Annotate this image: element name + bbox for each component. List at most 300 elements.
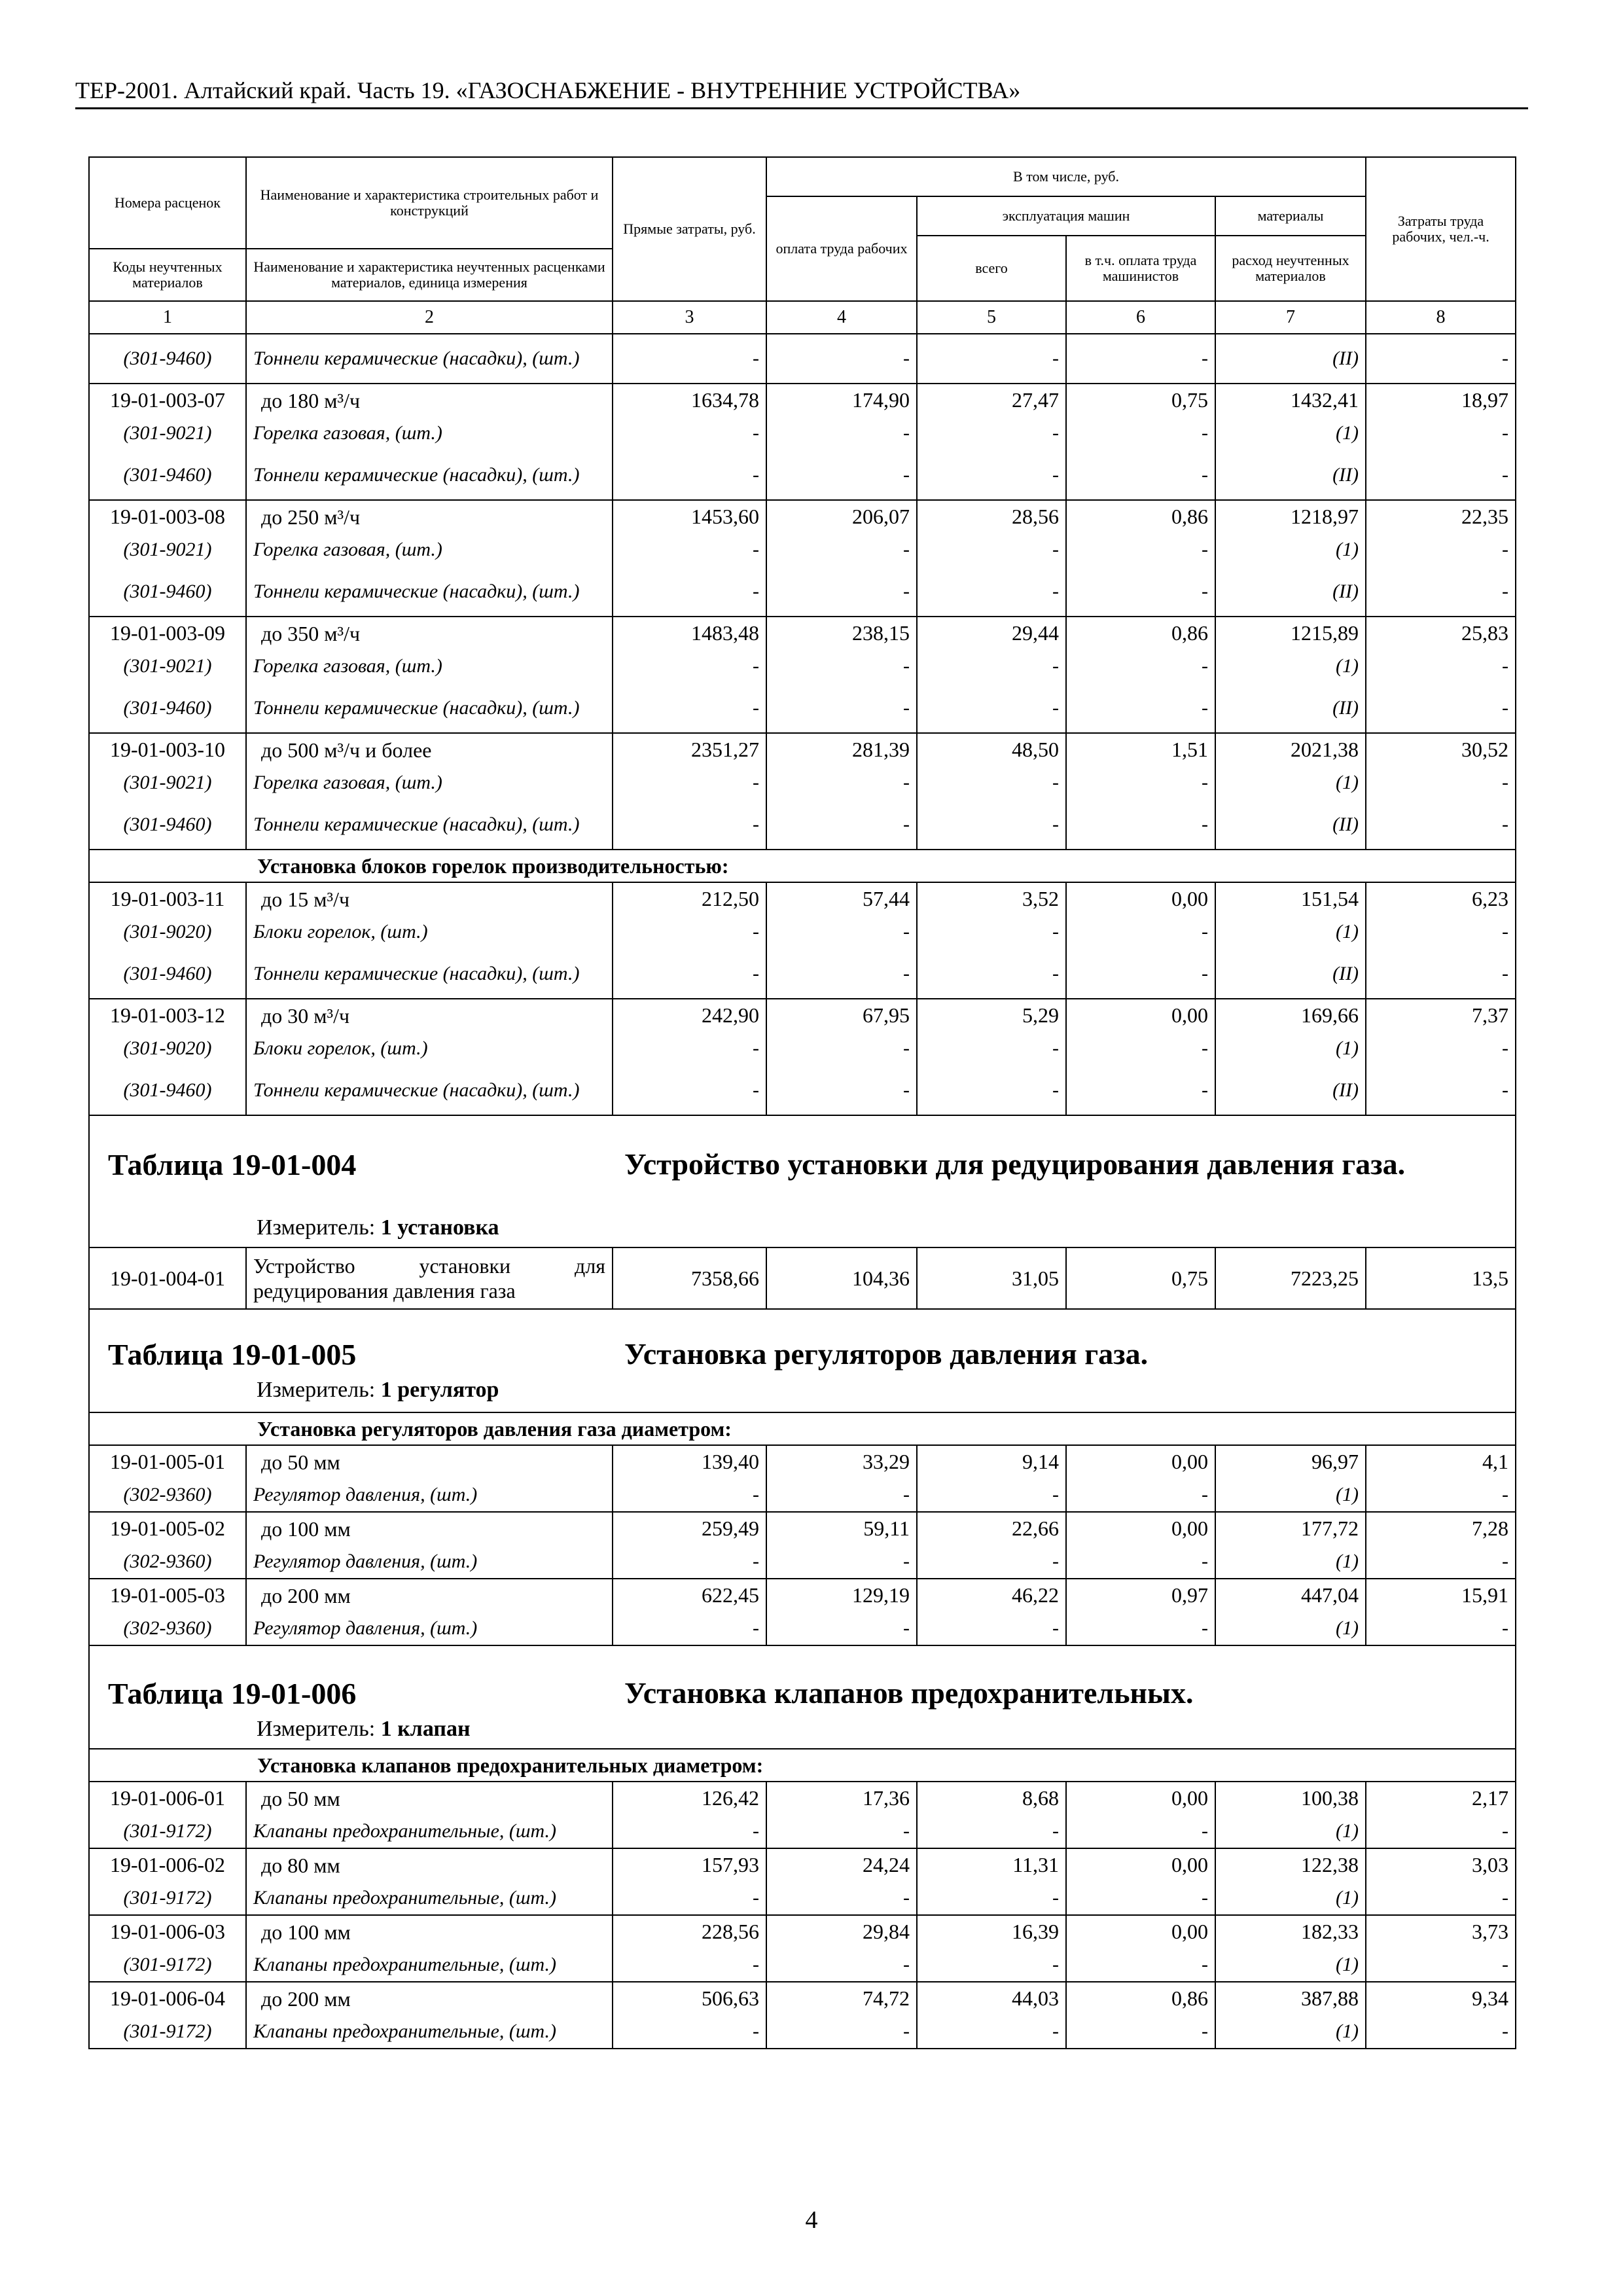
material-row: [89, 766, 1516, 800]
material-row: [89, 915, 1516, 949]
dash-cell: -: [917, 1611, 1066, 1645]
value-cell: 2,17: [1366, 1782, 1516, 1814]
value-cell: 228,56: [613, 1915, 766, 1948]
material-qty: (1): [1215, 766, 1366, 800]
table-row: [89, 1512, 1516, 1545]
table-row: [89, 733, 1516, 766]
value-cell: 506,63: [613, 1982, 766, 2015]
dash-cell: -: [917, 1814, 1066, 1848]
dash-cell: -: [613, 334, 766, 384]
table-number: Таблица 19-01-004: [108, 1148, 357, 1181]
value-cell: 22,35: [1366, 500, 1516, 533]
material-qty: (1): [1215, 1814, 1366, 1848]
material-code: (302-9360): [89, 1611, 246, 1645]
dash-cell: -: [1066, 915, 1215, 949]
dash-cell: -: [1066, 334, 1215, 384]
measure-label: Измеритель:: [257, 1215, 376, 1240]
page-number: 4: [805, 2206, 818, 2234]
table-heading-row: [89, 1645, 1516, 1749]
material-code: (301-9172): [89, 2015, 246, 2049]
material-qty: (1): [1215, 416, 1366, 450]
value-cell: 27,47: [917, 384, 1066, 416]
value-cell: 3,03: [1366, 1848, 1516, 1881]
material-row: [89, 949, 1516, 999]
table-measure: [257, 1717, 471, 1742]
name-text: Клапаны предохранительные, (шт.): [253, 1820, 557, 1842]
material-row: [89, 1066, 1516, 1115]
name-text: Тоннели керамические (насадки), (шт.): [253, 348, 580, 369]
col-header-7: расход неучтенных материалов: [1215, 236, 1366, 301]
dash-cell: -: [613, 1545, 766, 1579]
table-measure: [257, 1378, 499, 1403]
value-cell: 3,73: [1366, 1915, 1516, 1948]
dash-cell: -: [613, 1814, 766, 1848]
dash-cell: -: [613, 2015, 766, 2049]
dash-cell: -: [1066, 416, 1215, 450]
value-cell: 1483,48: [613, 617, 766, 649]
material-row: [89, 1611, 1516, 1645]
column-number: 4: [766, 301, 917, 334]
material-qty: (II): [1215, 450, 1366, 500]
material-name: [246, 1545, 613, 1579]
dash-cell: -: [613, 1611, 766, 1645]
dash-cell: -: [1066, 1031, 1215, 1066]
dash-cell: -: [1066, 450, 1215, 500]
material-row: [89, 2015, 1516, 2049]
col-header-2b: Наименование и характеристика неучтенных расценками материалов, единица измерения: [246, 249, 613, 301]
name-text: до 15 м³/ч: [261, 887, 350, 911]
material-row: [89, 1478, 1516, 1512]
name-text: Тоннели керамические (насадки), (шт.): [253, 463, 580, 486]
material-row: [89, 1545, 1516, 1579]
value-cell: 174,90: [766, 384, 917, 416]
dash-cell: -: [766, 1611, 917, 1645]
dash-cell: -: [917, 1478, 1066, 1512]
dash-cell: -: [1066, 683, 1215, 733]
table-title: Установка регуляторов давления газа.: [624, 1337, 1149, 1371]
name-text: Горелка газовая, (шт.): [253, 655, 442, 677]
dash-cell: -: [1366, 416, 1516, 450]
table-title: Установка клапанов предохранительных.: [624, 1676, 1194, 1710]
value-cell: 0,86: [1066, 1982, 1215, 2015]
dash-cell: -: [613, 1948, 766, 1982]
material-code: (301-9460): [89, 1066, 246, 1115]
material-name: [246, 567, 613, 617]
value-cell: 25,83: [1366, 617, 1516, 649]
rate-code: 19-01-004-01: [89, 1247, 246, 1309]
material-qty: (1): [1215, 1545, 1366, 1579]
table-row: [89, 1247, 1516, 1309]
rate-code: 19-01-006-04: [89, 1982, 246, 2015]
dash-cell: -: [1066, 1814, 1215, 1848]
material-qty: (1): [1215, 1031, 1366, 1066]
name-text: до 200 мм: [261, 1583, 351, 1607]
value-cell: 387,88: [1215, 1982, 1366, 2015]
dash-cell: -: [1366, 800, 1516, 850]
dash-cell: -: [917, 334, 1066, 384]
value-cell: 242,90: [613, 999, 766, 1031]
material-code: (301-9460): [89, 800, 246, 850]
value-cell: 22,66: [917, 1512, 1066, 1545]
material-code: (301-9020): [89, 915, 246, 949]
name-text: до 350 м³/ч: [261, 621, 361, 645]
value-cell: 2021,38: [1215, 733, 1366, 766]
name-text: Клапаны предохранительные, (шт.): [253, 2020, 557, 2042]
column-number: 7: [1215, 301, 1366, 334]
dash-cell: -: [766, 334, 917, 384]
dash-cell: -: [1066, 649, 1215, 683]
material-qty: (II): [1215, 334, 1366, 384]
value-cell: 169,66: [1215, 999, 1366, 1031]
material-name: [246, 649, 613, 683]
material-qty: (1): [1215, 533, 1366, 567]
dash-cell: -: [1066, 1611, 1215, 1645]
value-cell: 139,40: [613, 1445, 766, 1478]
value-cell: 0,00: [1066, 1445, 1215, 1478]
dash-cell: -: [1366, 533, 1516, 567]
value-cell: 212,50: [613, 882, 766, 915]
value-cell: 0,75: [1066, 384, 1215, 416]
dash-cell: -: [1366, 683, 1516, 733]
value-cell: 15,91: [1366, 1579, 1516, 1611]
value-cell: 24,24: [766, 1848, 917, 1881]
measure-label: Измеритель:: [257, 1717, 376, 1741]
material-qty: (II): [1215, 1066, 1366, 1115]
rate-name: [246, 617, 613, 649]
table-measure: [257, 1215, 499, 1240]
value-cell: 30,52: [1366, 733, 1516, 766]
dash-cell: -: [917, 1545, 1066, 1579]
dash-cell: -: [613, 533, 766, 567]
material-name: [246, 683, 613, 733]
dash-cell: -: [1066, 949, 1215, 999]
measure-label: Измеритель:: [257, 1378, 376, 1402]
value-cell: 177,72: [1215, 1512, 1366, 1545]
table-row: [89, 999, 1516, 1031]
dash-cell: -: [613, 567, 766, 617]
measure-value: 1 установка: [380, 1215, 499, 1240]
rate-name: [246, 733, 613, 766]
dash-cell: -: [613, 1066, 766, 1115]
value-cell: 126,42: [613, 1782, 766, 1814]
value-cell: 13,5: [1366, 1247, 1516, 1309]
rate-code: 19-01-003-07: [89, 384, 246, 416]
dash-cell: -: [1066, 533, 1215, 567]
section-row: [89, 850, 1516, 882]
rate-name: [246, 1848, 613, 1881]
material-row: [89, 1881, 1516, 1915]
table-heading-cell: [89, 1645, 1516, 1749]
dash-cell: -: [1366, 1545, 1516, 1579]
value-cell: 122,38: [1215, 1848, 1366, 1881]
measure-value: 1 клапан: [380, 1717, 471, 1741]
material-name: [246, 1948, 613, 1982]
value-cell: 0,86: [1066, 617, 1215, 649]
rate-name: [246, 1579, 613, 1611]
dash-cell: -: [1066, 2015, 1215, 2049]
material-row: [89, 416, 1516, 450]
table-row: [89, 1782, 1516, 1814]
table-heading-cell: [89, 1115, 1516, 1247]
dash-cell: -: [766, 1881, 917, 1915]
column-number: 2: [246, 301, 613, 334]
name-text: Тоннели керамические (насадки), (шт.): [253, 813, 580, 835]
dash-cell: -: [766, 567, 917, 617]
rate-code: 19-01-003-09: [89, 617, 246, 649]
value-cell: 3,52: [917, 882, 1066, 915]
table-heading-cell: [89, 1309, 1516, 1412]
rate-name: [246, 999, 613, 1031]
value-cell: 206,07: [766, 500, 917, 533]
table-heading-row: [89, 1115, 1516, 1247]
value-cell: 151,54: [1215, 882, 1366, 915]
name-text: Регулятор давления, (шт.): [253, 1550, 478, 1572]
value-cell: 9,14: [917, 1445, 1066, 1478]
value-cell: 48,50: [917, 733, 1066, 766]
name-text: Тоннели керамические (насадки), (шт.): [253, 696, 580, 719]
material-code: (301-9460): [89, 683, 246, 733]
dash-cell: -: [766, 683, 917, 733]
material-qty: (II): [1215, 683, 1366, 733]
material-name: [246, 416, 613, 450]
value-cell: 4,1: [1366, 1445, 1516, 1478]
dash-cell: -: [766, 800, 917, 850]
dash-cell: -: [917, 416, 1066, 450]
dash-cell: -: [613, 450, 766, 500]
measure-value: 1 регулятор: [380, 1378, 499, 1402]
dash-cell: -: [613, 649, 766, 683]
dash-cell: -: [1366, 450, 1516, 500]
dash-cell: -: [1066, 800, 1215, 850]
table-row: [89, 384, 1516, 416]
value-cell: 11,31: [917, 1848, 1066, 1881]
material-name: [246, 1881, 613, 1915]
value-cell: 0,00: [1066, 1782, 1215, 1814]
rate-name: [246, 1982, 613, 2015]
value-cell: 31,05: [917, 1247, 1066, 1309]
dash-cell: -: [766, 1478, 917, 1512]
value-cell: 29,84: [766, 1915, 917, 1948]
value-cell: 1634,78: [613, 384, 766, 416]
column-numbers-row: [89, 301, 1516, 334]
dash-cell: -: [917, 1066, 1066, 1115]
dash-cell: -: [917, 915, 1066, 949]
value-cell: 0,00: [1066, 1512, 1215, 1545]
material-name: [246, 1478, 613, 1512]
material-code: (301-9172): [89, 1881, 246, 1915]
dash-cell: -: [1366, 949, 1516, 999]
material-qty: (1): [1215, 2015, 1366, 2049]
rate-name: [246, 1915, 613, 1948]
dash-cell: -: [917, 2015, 1066, 2049]
value-cell: 622,45: [613, 1579, 766, 1611]
table-row: [89, 1915, 1516, 1948]
section-title: Установка блоков горелок производительностью:: [89, 850, 1516, 882]
column-number: 8: [1366, 301, 1516, 334]
value-cell: 1218,97: [1215, 500, 1366, 533]
value-cell: 0,75: [1066, 1247, 1215, 1309]
value-cell: 74,72: [766, 1982, 917, 2015]
name-text: Блоки горелок, (шт.): [253, 1037, 428, 1059]
dash-cell: -: [1066, 766, 1215, 800]
value-cell: 9,34: [1366, 1982, 1516, 2015]
name-text: до 50 мм: [261, 1450, 340, 1474]
rate-name: Устройство установки для редуцирования давления газа: [246, 1247, 613, 1309]
dash-cell: -: [613, 949, 766, 999]
material-name: [246, 2015, 613, 2049]
material-qty: (1): [1215, 649, 1366, 683]
dash-cell: -: [1366, 1611, 1516, 1645]
value-cell: 1,51: [1066, 733, 1215, 766]
col-header-8: Затраты труда рабочих, чел.-ч.: [1366, 157, 1516, 301]
col-header-5: всего: [917, 236, 1066, 301]
table-heading: [90, 1116, 1515, 1247]
value-cell: 29,44: [917, 617, 1066, 649]
value-cell: 447,04: [1215, 1579, 1366, 1611]
material-row: [89, 533, 1516, 567]
name-text: Горелка газовая, (шт.): [253, 539, 442, 560]
dash-cell: -: [1366, 766, 1516, 800]
name-text: до 80 мм: [261, 1853, 340, 1877]
table-heading: [90, 1310, 1515, 1412]
dash-cell: -: [917, 649, 1066, 683]
dash-cell: -: [766, 1814, 917, 1848]
name-text: Тоннели керамические (насадки), (шт.): [253, 962, 580, 984]
dash-cell: -: [917, 1948, 1066, 1982]
table-row: [89, 1982, 1516, 2015]
name-text: Тоннели керамические (насадки), (шт.): [253, 580, 580, 602]
rate-code: 19-01-006-02: [89, 1848, 246, 1881]
dash-cell: -: [917, 533, 1066, 567]
dash-cell: -: [613, 416, 766, 450]
value-cell: 59,11: [766, 1512, 917, 1545]
name-text: до 250 м³/ч: [261, 505, 361, 529]
value-cell: 182,33: [1215, 1915, 1366, 1948]
name-text: Клапаны предохранительные, (шт.): [253, 1953, 557, 1975]
table-heading-row: [89, 1309, 1516, 1412]
dash-cell: -: [613, 766, 766, 800]
table-heading: [90, 1646, 1515, 1748]
col-header-1b: Коды неучтенных материалов: [89, 249, 246, 301]
dash-cell: -: [1366, 1948, 1516, 1982]
dash-cell: -: [1366, 1066, 1516, 1115]
dash-cell: -: [766, 533, 917, 567]
value-cell: 44,03: [917, 1982, 1066, 2015]
material-row: [89, 1031, 1516, 1066]
dash-cell: -: [1066, 1948, 1215, 1982]
value-cell: 104,36: [766, 1247, 917, 1309]
dash-cell: -: [1066, 567, 1215, 617]
material-name: [246, 1611, 613, 1645]
dash-cell: -: [1366, 915, 1516, 949]
name-text: Клапаны предохранительные, (шт.): [253, 1886, 557, 1909]
dash-cell: -: [613, 800, 766, 850]
dash-cell: -: [613, 1478, 766, 1512]
table-number: Таблица 19-01-006: [108, 1677, 357, 1710]
rate-name: [246, 384, 613, 416]
rate-name: [246, 1512, 613, 1545]
value-cell: 157,93: [613, 1848, 766, 1881]
dash-cell: -: [766, 416, 917, 450]
dash-cell: -: [917, 766, 1066, 800]
table-row: [89, 500, 1516, 533]
dash-cell: -: [917, 567, 1066, 617]
material-code: (301-9020): [89, 1031, 246, 1066]
name-text: Блоки горелок, (шт.): [253, 921, 428, 942]
value-cell: 96,97: [1215, 1445, 1366, 1478]
material-code: (301-9172): [89, 1948, 246, 1982]
value-cell: 2351,27: [613, 733, 766, 766]
dash-cell: -: [1366, 1031, 1516, 1066]
column-number: 6: [1066, 301, 1215, 334]
material-name: [246, 450, 613, 500]
material-row: [89, 649, 1516, 683]
material-code: (302-9360): [89, 1545, 246, 1579]
value-cell: 28,56: [917, 500, 1066, 533]
col-header-2: Наименование и характеристика строительных работ и конструкций: [246, 157, 613, 249]
material-code: (301-9460): [89, 567, 246, 617]
rate-name: [246, 500, 613, 533]
material-name: [246, 915, 613, 949]
material-row: [89, 450, 1516, 500]
material-qty: (1): [1215, 1478, 1366, 1512]
value-cell: 16,39: [917, 1915, 1066, 1948]
name-text: Регулятор давления, (шт.): [253, 1617, 478, 1639]
value-cell: 57,44: [766, 882, 917, 915]
value-cell: 18,97: [1366, 384, 1516, 416]
dash-cell: -: [917, 450, 1066, 500]
dash-cell: -: [766, 1948, 917, 1982]
material-qty: (II): [1215, 949, 1366, 999]
dash-cell: -: [1366, 1478, 1516, 1512]
rate-name: [246, 1445, 613, 1478]
name-text: Горелка газовая, (шт.): [253, 422, 442, 444]
column-number: 5: [917, 301, 1066, 334]
col-header-1: Номера расценок: [89, 157, 246, 249]
material-code: (301-9021): [89, 649, 246, 683]
value-cell: 17,36: [766, 1782, 917, 1814]
dash-cell: -: [766, 915, 917, 949]
section-title: Установка регуляторов давления газа диаметром:: [89, 1412, 1516, 1445]
value-cell: 129,19: [766, 1579, 917, 1611]
material-name: [246, 1031, 613, 1066]
col-header-6: в т.ч. оплата труда машинистов: [1066, 236, 1215, 301]
table-row: [89, 1445, 1516, 1478]
material-code: (301-9460): [89, 450, 246, 500]
table-title: Устройство установки для редуцирования давления газа.: [624, 1147, 1406, 1181]
col-header-machines: эксплуатация машин: [917, 196, 1215, 236]
dash-cell: -: [1366, 567, 1516, 617]
material-qty: (II): [1215, 567, 1366, 617]
dash-cell: -: [613, 1031, 766, 1066]
material-qty: (II): [1215, 800, 1366, 850]
col-header-materials: материалы: [1215, 196, 1366, 236]
dash-cell: -: [613, 1881, 766, 1915]
rate-code: 19-01-005-03: [89, 1579, 246, 1611]
col-header-incl: В том числе, руб.: [766, 157, 1366, 196]
value-cell: 7358,66: [613, 1247, 766, 1309]
dash-cell: -: [1366, 2015, 1516, 2049]
column-number: 1: [89, 301, 246, 334]
value-cell: 6,23: [1366, 882, 1516, 915]
value-cell: 0,00: [1066, 882, 1215, 915]
rate-code: 19-01-005-01: [89, 1445, 246, 1478]
material-qty: (1): [1215, 1948, 1366, 1982]
rate-name: [246, 1782, 613, 1814]
material-name: [246, 766, 613, 800]
material-code: (301-9172): [89, 1814, 246, 1848]
value-cell: 46,22: [917, 1579, 1066, 1611]
